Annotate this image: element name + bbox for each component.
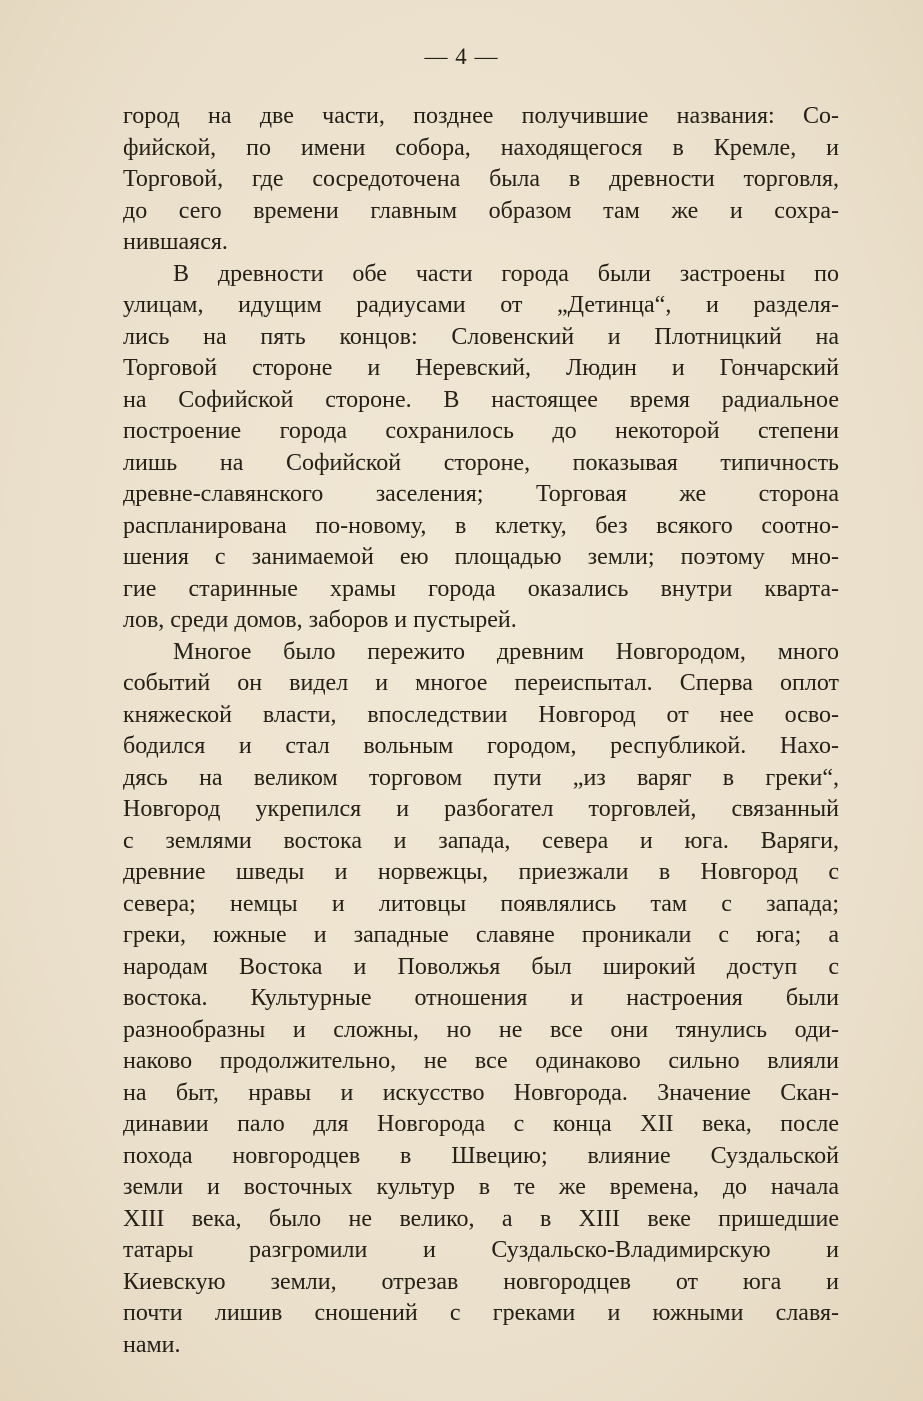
paragraph xyxy=(123,259,839,637)
text-line: событий он видел и многое переиспытал. Сперва оплот xyxy=(123,670,839,696)
text-line: на Софийской стороне. В настоящее время радиальное xyxy=(123,386,839,413)
text-line: Торговой, где сосредоточена была в древности торговля, xyxy=(123,166,839,192)
text-line: нившаяся. xyxy=(123,229,228,255)
text-line: греки, южные и западные славяне проникали с юга; а xyxy=(123,922,839,948)
text-line: севера; немцы и литовцы появлялись там с запада; xyxy=(123,890,839,917)
text-line: Киевскую земли, отрезав новгородцев от юга и xyxy=(123,1268,839,1295)
text-line: нами. xyxy=(123,1331,181,1358)
text-line: XIII века, было не велико, а в XIII веке пришедшие xyxy=(123,1205,839,1232)
text-line: Торговой стороне и Неревский, Людин и Гончарский xyxy=(123,355,839,381)
text-line: дясь на великом торговом пути „из варяг в греки“, xyxy=(123,764,839,791)
text-line: лишь на Софийской стороне, показывая типичность xyxy=(123,449,839,476)
text-line: лов, среди домов, заборов и пустырей. xyxy=(123,607,517,633)
text-line: Многое было пережито древним Новгородом, много xyxy=(173,638,839,665)
body-text xyxy=(123,101,839,1361)
text-line: татары разгромили и Суздальско-Владимирскую и xyxy=(123,1237,839,1263)
text-line: город на две части, позднее получившие названия: Со- xyxy=(123,103,839,129)
text-line: на быт, нравы и искусство Новгорода. Значение Скан- xyxy=(123,1079,839,1106)
text-line: народам Востока и Поволжья был широкий доступ с xyxy=(123,953,839,980)
text-line: древне-славянского заселения; Торговая же сторона xyxy=(123,481,839,507)
text-line: В древности обе части города были застроены по xyxy=(173,260,839,287)
text-line: почти лишив сношений с греками и южными славя- xyxy=(123,1300,839,1326)
page-number: — 4 — xyxy=(424,44,499,69)
text-line: улицам, идущим радиусами от „Детинца“, и разделя- xyxy=(123,292,839,318)
text-line: востока. Культурные отношения и настроения были xyxy=(123,985,839,1011)
text-line: распланирована по-новому, в клетку, без всякого соотно- xyxy=(123,512,839,539)
text-line: разнообразны и сложны, но не все они тянулись оди- xyxy=(123,1016,839,1043)
text-line: древние шведы и норвежцы, приезжали в Новгород с xyxy=(123,859,839,885)
text-line: шения с занимаемой ею площадью земли; поэтому мно- xyxy=(123,544,839,570)
paragraph xyxy=(123,101,839,259)
text-line: лись на пять концов: Словенский и Плотницкий на xyxy=(123,323,839,350)
text-line: княжеской власти, впоследствии Новгород от нее осво- xyxy=(123,701,839,728)
text-line: фийской, по имени собора, находящегося в Кремле, и xyxy=(123,134,839,161)
text-line: до сего времени главным образом там же и сохра- xyxy=(123,197,839,224)
text-line: динавии пало для Новгорода с конца XII века, после xyxy=(123,1111,839,1137)
text-line: гие старинные храмы города оказались внутри кварта- xyxy=(123,575,839,602)
text-line: Новгород укрепился и разбогател торговлей, связанный xyxy=(123,796,839,822)
paragraph xyxy=(123,637,839,1362)
text-line: наково продолжительно, не все одинаково сильно влияли xyxy=(123,1048,839,1074)
text-line: с землями востока и запада, севера и юга. Варяги, xyxy=(123,827,839,854)
text-line: бодился и стал вольным городом, республикой. Нахо- xyxy=(123,733,839,759)
text-line: похода новгородцев в Швецию; влияние Суздальской xyxy=(123,1142,839,1169)
text-line: построение города сохранилось до некоторой степени xyxy=(123,418,839,444)
text-line: земли и восточных культур в те же времена, до начала xyxy=(123,1174,839,1200)
